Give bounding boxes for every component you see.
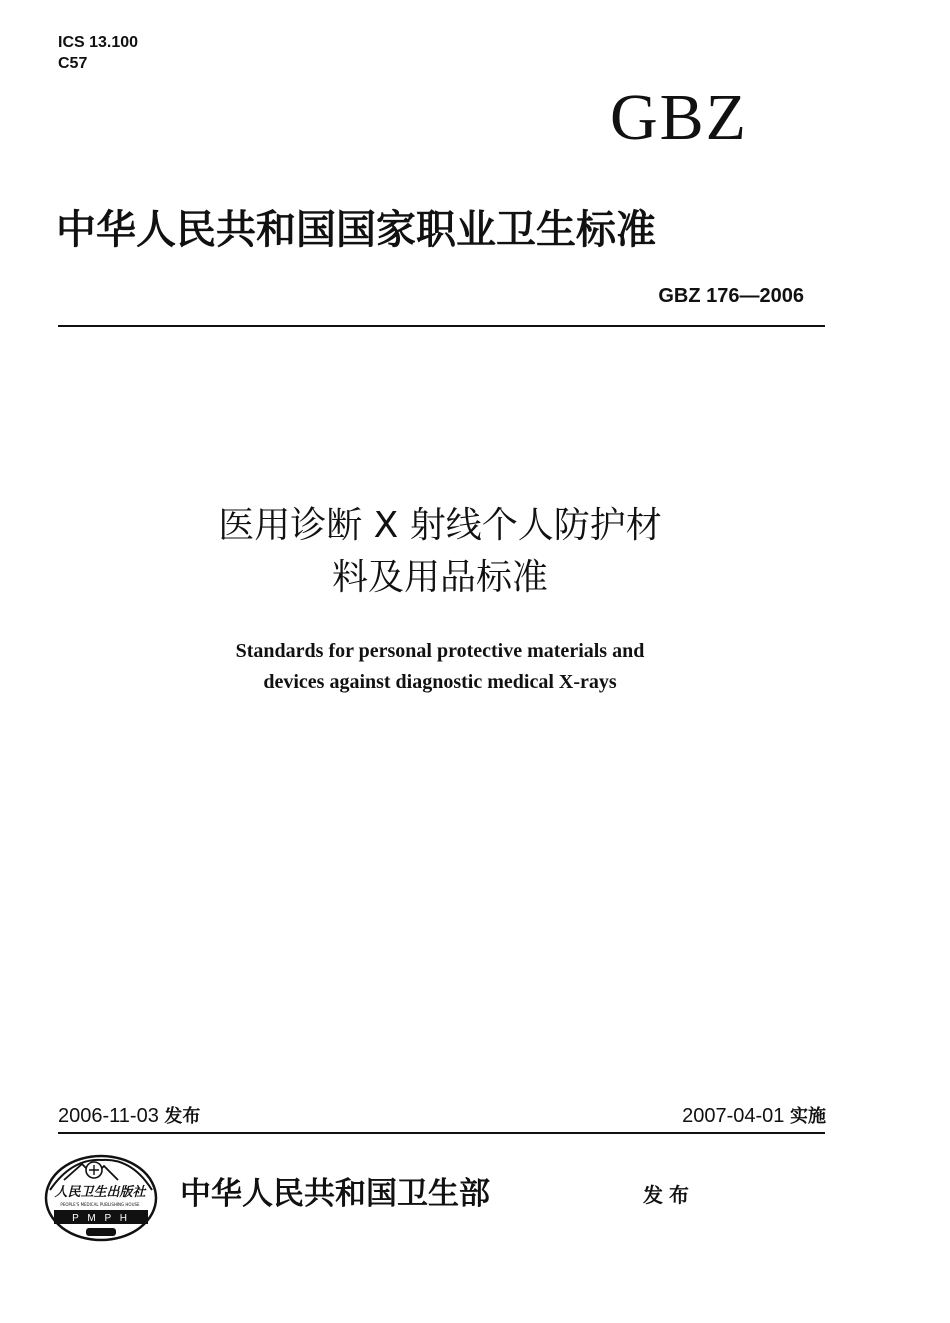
bottom-divider bbox=[58, 1132, 825, 1134]
pmph-logo-icon bbox=[42, 1150, 160, 1246]
svg-text:P M P H: P M P H bbox=[72, 1213, 130, 1224]
issue-date-block bbox=[58, 1102, 200, 1131]
ics-code: ICS 13.100 bbox=[58, 34, 139, 51]
national-standard-title: 中华人民共和国国家职业卫生标准 bbox=[56, 207, 656, 253]
svg-text:PEOPLE'S MEDICAL PUBLISHING HO: PEOPLE'S MEDICAL PUBLISHING HOUSE bbox=[60, 1202, 140, 1207]
standard-mark: GBZ bbox=[610, 81, 748, 154]
issuing-action: 发布 bbox=[643, 1183, 695, 1207]
chinese-title-line-2: 料及用品标准 bbox=[331, 557, 548, 598]
top-divider bbox=[58, 325, 825, 327]
ccs-code: C57 bbox=[58, 55, 88, 72]
implementation-date-block bbox=[560, 1102, 826, 1131]
chinese-title bbox=[120, 500, 760, 604]
svg-text:人民卫生出版社: 人民卫生出版社 bbox=[54, 1185, 146, 1200]
chinese-title-line-1: 医用诊断 X 射线个人防护材 bbox=[218, 505, 662, 546]
english-title-line-2: devices against diagnostic medical X-rays bbox=[263, 671, 617, 693]
classification-codes bbox=[58, 32, 138, 74]
english-title-line-1: Standards for personal protective materials and bbox=[235, 640, 645, 662]
issue-date: 2006-11-03 bbox=[58, 1105, 159, 1127]
english-title bbox=[140, 636, 740, 698]
standard-number: GBZ 176—2006 bbox=[658, 285, 804, 307]
publisher-logo bbox=[42, 1150, 160, 1246]
implementation-date: 2007-04-01 bbox=[682, 1105, 785, 1127]
issuing-authority: 中华人民共和国卫生部 bbox=[180, 1176, 490, 1212]
implementation-label: 实施 bbox=[790, 1106, 826, 1127]
issue-label: 发布 bbox=[164, 1106, 201, 1127]
